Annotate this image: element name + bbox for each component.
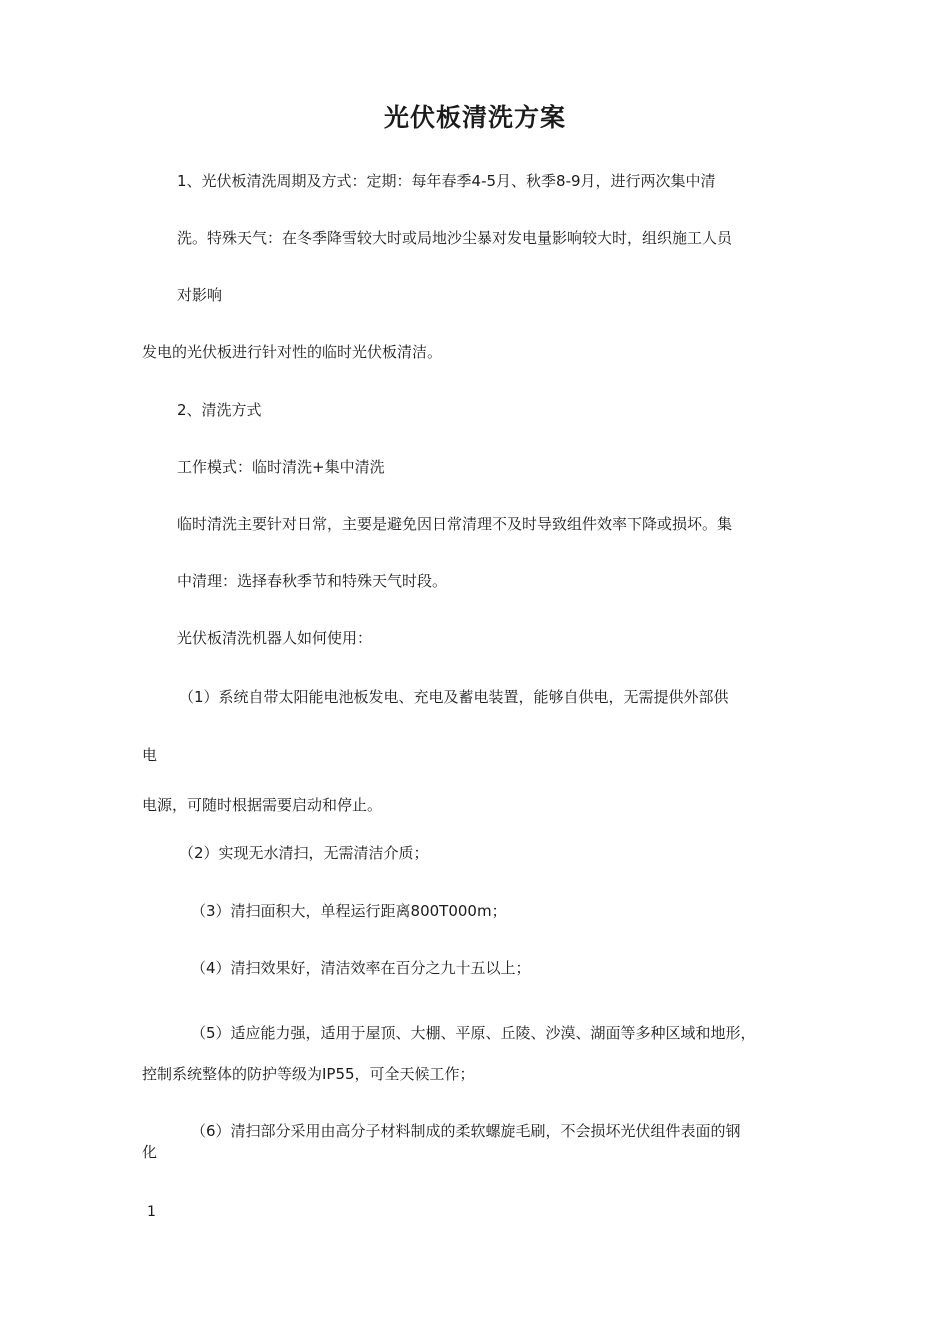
paragraph-line: 电源，可随时根据需要启动和停止。 <box>142 796 383 814</box>
paragraph-line: 工作模式：临时清洗+集中清洗 <box>177 458 385 476</box>
list-item: （2）实现无水清扫，无需清洁介质； <box>179 844 429 862</box>
list-item: （1）系统自带太阳能电池板发电、充电及蓄电装置，能够自供电，无需提供外部供 <box>179 688 729 706</box>
section-heading: 2、清洗方式 <box>177 401 262 419</box>
paragraph-line: 对影响 <box>177 286 223 304</box>
list-item: （4）清扫效果好，清洁效率在百分之九十五以上； <box>191 959 531 977</box>
paragraph-line: 电 <box>142 746 158 764</box>
paragraph-line: 光伏板清洗机器人如何使用： <box>177 629 373 647</box>
paragraph-line: 洗。特殊天气：在冬季降雪较大时或局地沙尘暴对发电量影响较大时，组织施工人员 <box>177 229 733 247</box>
paragraph-line: 1、光伏板清洗周期及方式：定期：每年春季4-5月、秋季8-9月，进行两次集中清 <box>177 172 716 190</box>
page-number: 1 <box>147 1204 156 1220</box>
document-title: 光伏板清洗方案 <box>383 103 566 132</box>
list-item: （3）清扫面积大，单程运行距离800T000m； <box>191 902 507 920</box>
paragraph-line: 中清理：选择春秋季节和特殊天气时段。 <box>177 572 448 590</box>
list-item: （6）清扫部分采用由高分子材料制成的柔软螺旋毛刷，不会损坏光伏组件表面的钢 <box>191 1122 741 1140</box>
paragraph-line: 临时清洗主要针对日常，主要是避免因日常清理不及时导致组件效率下降或损坏。集 <box>177 515 733 533</box>
paragraph-line: 化 <box>142 1143 158 1161</box>
list-item: （5）适应能力强，适用于屋顶、大棚、平原、丘陵、沙漠、湖面等多种区域和地形， <box>191 1024 756 1042</box>
paragraph-line: 发电的光伏板进行针对性的临时光伏板清洁。 <box>142 343 443 361</box>
paragraph-line: 控制系统整体的防护等级为IP55，可全天候工作； <box>142 1065 475 1083</box>
